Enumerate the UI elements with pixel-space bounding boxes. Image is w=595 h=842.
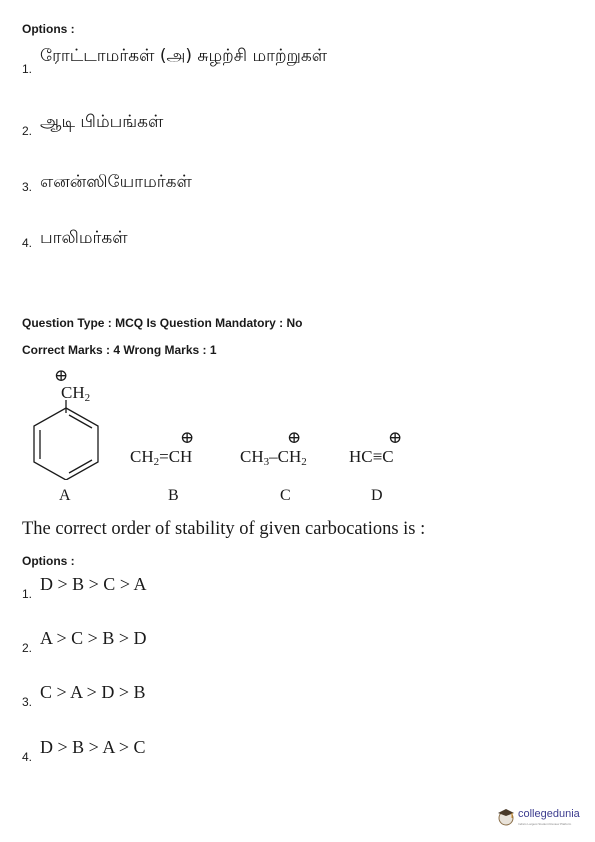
option-number: 3. <box>22 695 33 709</box>
structure-label-d: D <box>371 487 383 504</box>
option-3[interactable] <box>22 682 322 710</box>
option-text: ரோட்டாமர்கள் (அ) சுழற்சி மாற்றுகள் <box>40 46 328 66</box>
prev-option-4[interactable] <box>22 228 522 256</box>
options-label: Options : <box>22 554 75 568</box>
ethynyl-formula: HC≡C <box>349 447 394 466</box>
structure-d <box>349 428 429 508</box>
question-type-line: Question Type : MCQ Is Question Mandatory : No <box>22 316 303 330</box>
collegedunia-logo[interactable] <box>496 804 588 830</box>
option-text: D > B > C > A <box>40 574 147 594</box>
prev-option-3[interactable] <box>22 172 522 200</box>
option-number: 1. <box>22 587 33 601</box>
structure-a <box>28 366 118 506</box>
structure-label-c: C <box>280 487 291 504</box>
structure-c <box>240 428 340 508</box>
option-number: 1. <box>22 62 33 76</box>
plus-charge-icon: ⊕ <box>180 428 195 447</box>
marks-line: Correct Marks : 4 Wrong Marks : 1 <box>22 343 217 357</box>
prev-option-1[interactable] <box>22 46 522 78</box>
structure-b <box>130 428 230 508</box>
option-number: 2. <box>22 641 33 655</box>
option-number: 2. <box>22 124 33 138</box>
option-text: எனன்ஸியோமர்கள் <box>40 172 192 192</box>
structure-label-b: B <box>168 487 179 504</box>
option-4[interactable] <box>22 737 322 765</box>
prev-option-2[interactable] <box>22 112 522 142</box>
logo-tagline: India's Largest Student Review Platform <box>518 822 572 826</box>
logo-name: collegedunia <box>518 808 580 820</box>
plus-charge-icon: ⊕ <box>287 428 302 447</box>
option-text: A > C > B > D <box>40 628 147 648</box>
graduation-cap-icon <box>496 806 516 826</box>
plus-charge-icon: ⊕ <box>54 366 69 385</box>
benzene-ring-icon <box>28 400 104 480</box>
ethyl-formula: $CH_3-CH_2$ <box>240 447 307 468</box>
option-number: 3. <box>22 180 33 194</box>
option-text: D > B > A > C <box>40 737 146 757</box>
vinyl-formula: $CH_2=CH$ <box>130 447 193 468</box>
option-1[interactable] <box>22 574 322 602</box>
option-number: 4. <box>22 750 33 764</box>
option-text: பாலிமர்கள் <box>40 228 128 248</box>
plus-charge-icon: ⊕ <box>388 428 403 447</box>
option-text: ஆடி பிம்பங்கள் <box>40 112 164 132</box>
ch2-group: $CH_2$ <box>61 383 91 404</box>
question-stem: The correct order of stability of given carbocations is : <box>22 519 426 539</box>
structure-label-a: A <box>59 487 71 504</box>
option-number: 4. <box>22 236 33 250</box>
option-text: C > A > D > B <box>40 682 146 702</box>
options-label-prev: Options : <box>22 22 75 36</box>
option-2[interactable] <box>22 628 322 656</box>
